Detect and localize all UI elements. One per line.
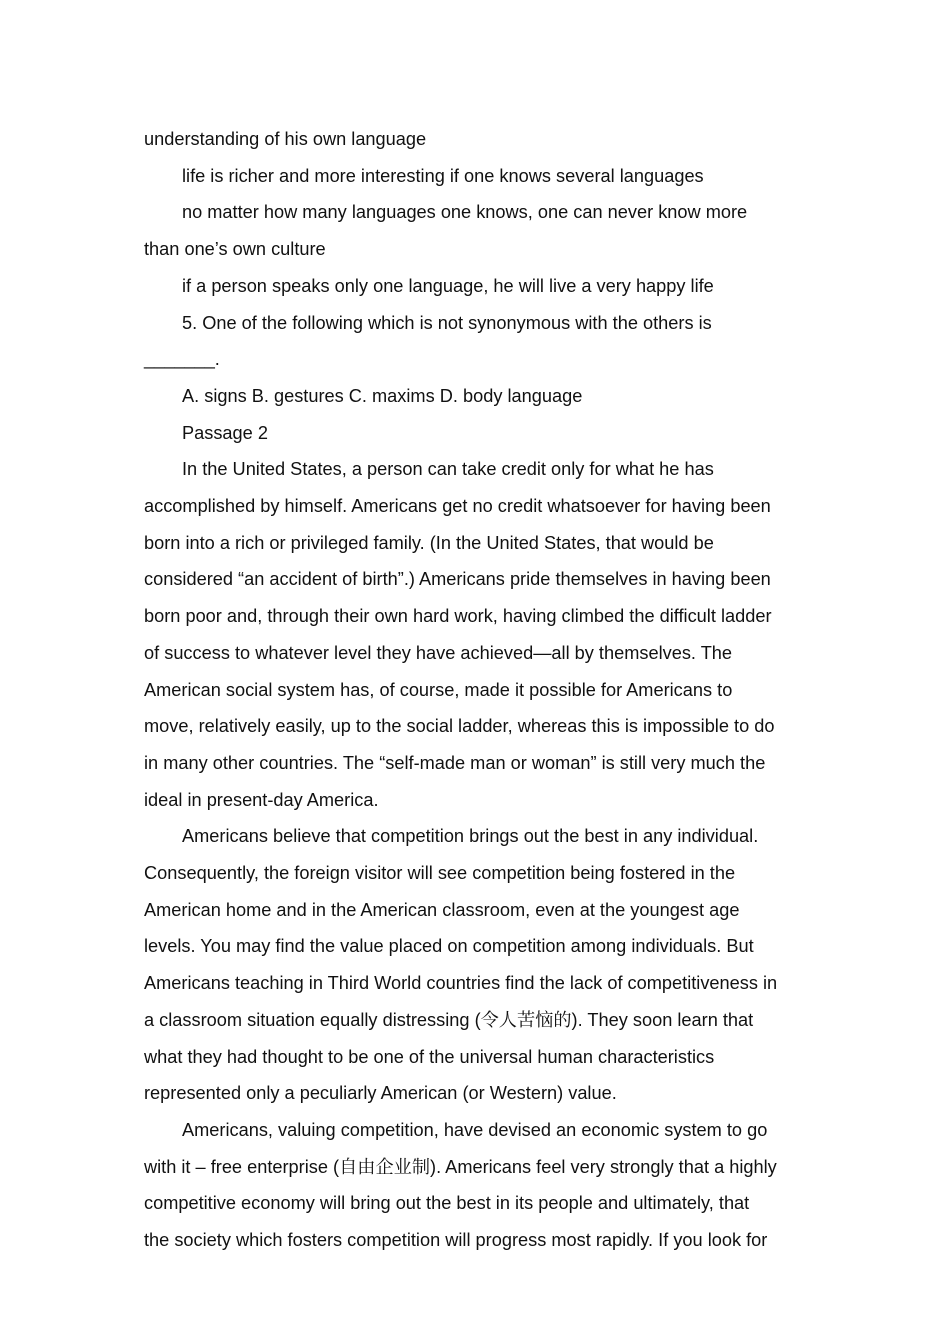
passage-line: of success to whatever level they have achieved—all by themselves. The bbox=[144, 642, 733, 663]
question-5-blank: _______. bbox=[144, 349, 220, 370]
paragraph-continuation: understanding of his own language bbox=[144, 129, 427, 149]
question-5-options: A. signs B. gestures C. maxims D. body language bbox=[182, 385, 583, 406]
passage-line: levels. You may find the value placed on competition among individuals. But bbox=[144, 936, 754, 957]
passage-line: competitive economy will bring out the best in its people and ultimately, that bbox=[144, 1193, 750, 1214]
passage-line: in many other countries. The “self-made man or woman” is still very much the bbox=[144, 752, 766, 773]
passage-line: considered “an accident of birth”.) Americans pride themselves in having been bbox=[144, 569, 771, 590]
passage-heading: Passage 2 bbox=[182, 422, 268, 443]
passage-line: In the United States, a person can take credit only for what he has bbox=[182, 459, 714, 480]
passage-line: what they had thought to be one of the universal human characteristics bbox=[144, 1046, 715, 1067]
answer-option-line-continuation: than one’s own culture bbox=[144, 239, 326, 260]
passage-line: Americans believe that competition brings out the best in any individual. bbox=[182, 826, 759, 847]
passage-line: a classroom situation equally distressing (令人苦恼的). They soon learn that bbox=[144, 1009, 754, 1030]
passage-line: American social system has, of course, made it possible for Americans to bbox=[144, 679, 733, 700]
passage-line: ideal in present-day America. bbox=[144, 789, 379, 810]
answer-option-line: if a person speaks only one language, he will live a very happy life bbox=[182, 275, 714, 296]
question-5: 5. One of the following which is not synonymous with the others is bbox=[182, 312, 712, 333]
passage-line: Americans teaching in Third World countries find the lack of competitiveness in bbox=[144, 973, 778, 994]
passage-line: Consequently, the foreign visitor will see competition being fostered in the bbox=[144, 863, 736, 884]
passage-line: American home and in the American classroom, even at the youngest age bbox=[144, 899, 740, 920]
answer-option-line: no matter how many languages one knows, one can never know more bbox=[182, 202, 748, 223]
passage-line: born poor and, through their own hard work, having climbed the difficult ladder bbox=[144, 606, 772, 627]
passage-line: represented only a peculiarly American (or Western) value. bbox=[144, 1083, 617, 1104]
document-page bbox=[144, 121, 812, 1259]
passage-line: born into a rich or privileged family. (In the United States, that would be bbox=[144, 532, 714, 553]
passage-line: Americans, valuing competition, have devised an economic system to go bbox=[182, 1119, 768, 1140]
answer-option-line: life is richer and more interesting if one knows several languages bbox=[182, 165, 704, 186]
passage-line: with it – free enterprise (自由企业制). Americans feel very strongly that a highly bbox=[144, 1156, 777, 1177]
passage-line: the society which fosters competition will progress most rapidly. If you look for bbox=[144, 1230, 768, 1251]
passage-line: move, relatively easily, up to the social ladder, whereas this is impossible to do bbox=[144, 716, 775, 737]
passage-line: accomplished by himself. Americans get no credit whatsoever for having been bbox=[144, 496, 771, 517]
